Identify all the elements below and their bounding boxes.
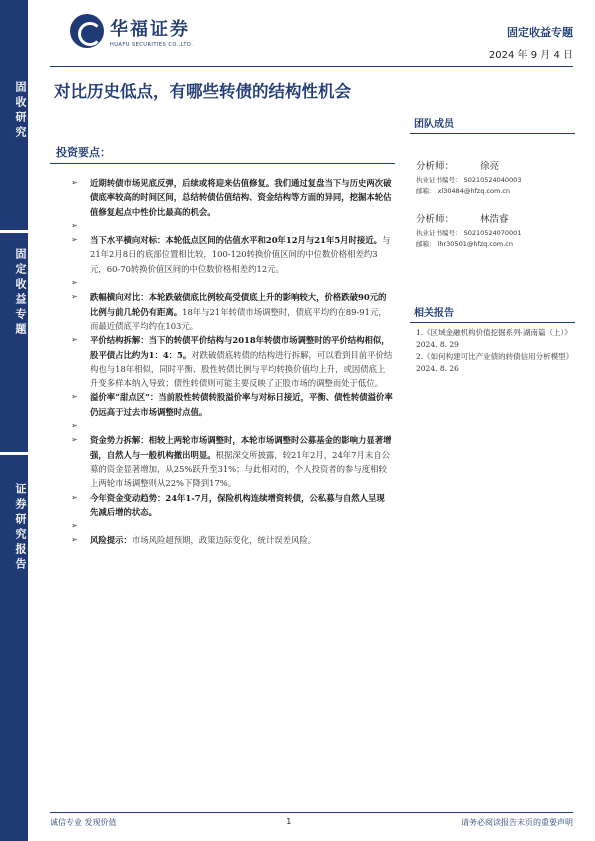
analyst-card: 分析师： 林浩睿 执业证书编号： S0210524070001 邮箱： lhr30501@hfzq.com.cn: [416, 211, 575, 250]
team-heading: 团队成员: [410, 115, 575, 134]
sidebar-label-fixed-income-topic: 固定收益专题: [14, 248, 27, 338]
sidebar-divider: [0, 452, 28, 455]
list-item: ➢ 资金势力拆解：相较上两轮市场调整时，本轮市场调整时公募基金的影响力显著增强，自然人与一般机构撤出明显。根据深交所披露，较21年2月，24年7月末自公募的资金显著增加，从25%跃升至31%；与此相对的，个人投资者的参与度相较上两轮市场调整则从22%下降到17%。: [50, 433, 395, 490]
footer-slogan: 诚信专业 发现价值: [50, 818, 117, 827]
sidebar-label-fixed-income-research: 固收研究: [14, 80, 27, 141]
analyst-name: 林浩睿: [480, 214, 509, 225]
key-points-heading: 投资要点：: [50, 144, 395, 164]
logo-icon: [70, 14, 104, 48]
analyst-name: 徐亮: [480, 161, 500, 172]
key-points-section: [50, 144, 395, 548]
list-item: ➢ 溢价率“甜点区”：当前股性转债转股溢价率与对标日接近，平衡、债性转债溢价率仍远高于过去市场调整时点值。: [50, 390, 395, 419]
related-report-link[interactable]: 1.《区域金融机构价值挖掘系列·湖南篇（上）》 2024. 8. 29: [416, 328, 572, 349]
related-reports-list: [410, 327, 575, 375]
related-reports-heading: 相关报告: [410, 304, 575, 323]
sidebar-divider: [0, 230, 28, 233]
list-item: ➢ 跌幅横向对比：本轮跌破债底比例较高受债底上升的影响较大，价格跌破90元的比例与前几轮仍有距离。18年与21年转债市场调整时，债底平均约在89-91元，而最近债底平均约在103元。: [50, 290, 395, 333]
related-report-link[interactable]: 2.《如何构建可比产业债的转债信用分析模型》 2024. 8. 26: [416, 352, 574, 373]
list-item: ➢ 平价结构拆解：当下的转债平价结构与2018年转债市场调整时的平价结构相似，股平债占比约为1：4：5。对跌破债底转债的结构进行拆解，可以看到目前平价结构也与18年相似，同时平衡、股性转债比例与平均转换价值均上升，或因债底上升变多样本纳入导致；债性转债则可能主要反映了正股市场的调整而处于低位。: [50, 333, 395, 390]
list-item: ➢ 当下水平横向对标：本轮低点区间的估值水平和20年12月与21年5月时接近。与21年2月8日的底部位置相比较，100-120转换价值区间的中位数价格相差约3元，60-70转换价值区间的中位数价格相差约12元。: [50, 233, 395, 276]
sidebar-label-securities-research-report: 证券研究报告: [14, 483, 27, 573]
list-item: ➢ 风险提示：市场风险超预期，政策边际变化，统计误差风险。: [50, 533, 395, 547]
analyst-card: 分析师： 徐亮 执业证书编号： S0210524040003 邮箱： xl30484@hfzq.com.cn: [416, 158, 575, 197]
list-item: ➢ 近期转债市场见底反弹，后续或将迎来估值修复。我们通过复盘当下与历史两次破债底率较高的时间区间，总结转债估值结构、资金结构等方面的异同，挖掘本轮估值修复起点中性价比最高的机会。: [50, 176, 395, 219]
analyst-cert: 执业证书编号： S0210524070001: [416, 229, 522, 237]
company-logo: [70, 14, 193, 48]
analyst-email[interactable]: 邮箱： xl30484@hfzq.com.cn: [416, 187, 511, 195]
page-number: 1: [286, 817, 292, 826]
logo-name-cn: 华福证券: [110, 18, 190, 40]
header-divider: [50, 66, 573, 67]
footer-disclaimer: 请务必阅读报告末页的重要声明: [460, 818, 573, 827]
logo-name-en: HUAFU SECURITIES CO.,LTD.: [110, 41, 194, 48]
analyst-cert: 执业证书编号： S0210524040003: [416, 176, 522, 184]
right-sidebar: [410, 115, 575, 375]
analyst-email[interactable]: 邮箱： lhr30501@hfzq.com.cn: [416, 240, 513, 248]
report-type: 固定收益专题: [507, 26, 573, 39]
report-date: 2024 年 9 月 4 日: [488, 50, 573, 61]
list-item: ➢ 今年资金变动趋势：24年1-7月，保险机构连续增资转债，公私募与自然人呈现先减后增的状态。: [50, 491, 395, 520]
report-title: 对比历史低点，有哪些转债的结构性机会: [54, 82, 351, 101]
key-points-list: [50, 176, 395, 548]
page-footer: [50, 812, 573, 828]
